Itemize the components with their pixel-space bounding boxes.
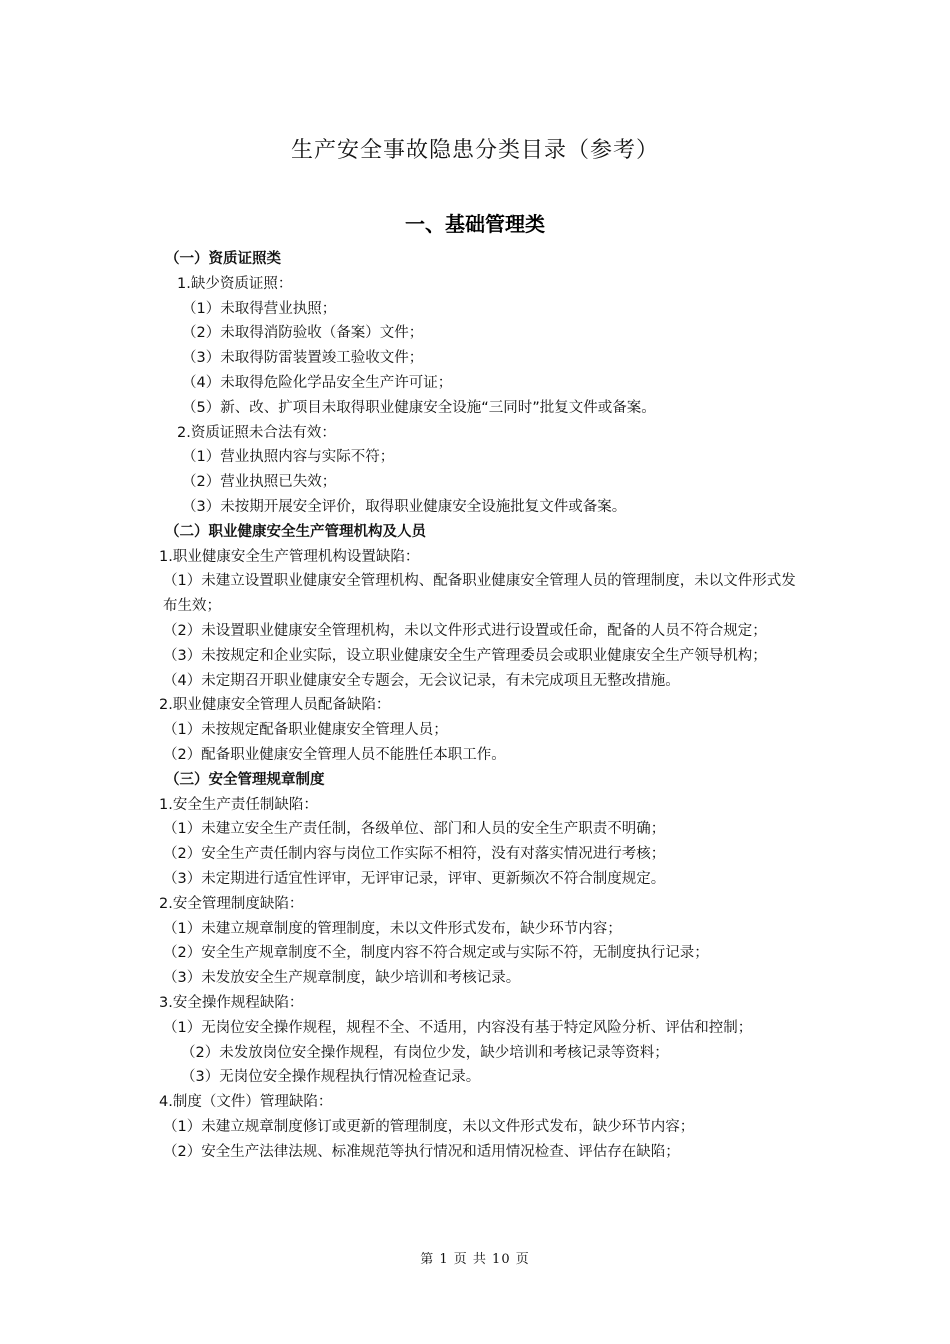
item-heading: 3.安全操作规程缺陷： [159, 994, 304, 1011]
list-item: （4）未取得危险化学品安全生产许可证； [182, 374, 453, 391]
item-heading: 2.资质证照未合法有效： [177, 424, 336, 441]
item-heading: 2.安全管理制度缺陷： [159, 895, 304, 912]
list-item: （1）营业执照内容与实际不符； [182, 449, 395, 466]
page-footer: 第 1 页 共 10 页 [420, 1252, 530, 1267]
list-item: （1）未建立规章制度的管理制度，未以文件形式发布，缺少环节内容； [163, 920, 622, 937]
list-item: （5）新、改、扩项目未取得职业健康安全设施“三同时”批复文件或备案。 [182, 399, 656, 416]
list-item: （2）安全生产法律法规、标准规范等执行情况和适用情况检查、评估存在缺陷； [163, 1143, 680, 1160]
item-heading: 1.安全生产责任制缺陷： [159, 796, 318, 813]
item-heading: 4.制度（文件）管理缺陷： [159, 1094, 333, 1111]
list-item: （3）未定期进行适宜性评审，无评审记录，评审、更新频次不符合制度规定。 [163, 870, 666, 887]
list-item: （1）无岗位安全操作规程，规程不全、不适用，内容没有基于特定风险分析、评估和控制； [163, 1019, 753, 1036]
list-item: （2）营业执照已失效； [182, 474, 337, 491]
list-item: （2）未取得消防验收（备案）文件； [182, 325, 424, 342]
list-item: （3）未按规定和企业实际，设立职业健康安全生产管理委员会或职业健康安全生产领导机构； [163, 647, 767, 664]
list-item: （2）安全生产规章制度不全，制度内容不符合规定或与实际不符，无制度执行记录； [163, 945, 709, 962]
document-body [145, 247, 810, 1164]
list-item: （1）未建立规章制度修订或更新的管理制度，未以文件形式发布，缺少环节内容； [163, 1118, 695, 1135]
subsection-heading: （三）安全管理规章制度 [165, 771, 325, 788]
list-item: （1）未建立安全生产责任制，各级单位、部门和人员的安全生产职责不明确； [163, 821, 666, 838]
list-item: （2）配备职业健康安全管理人员不能胜任本职工作。 [163, 746, 506, 763]
item-heading: 1.缺少资质证照： [177, 275, 293, 292]
subsection-heading: （二）职业健康安全生产管理机构及人员 [165, 523, 426, 540]
subsection-heading: （一）资质证照类 [165, 251, 281, 267]
list-item: （2）未设置职业健康安全管理机构，未以文件形式进行设置或任命，配备的人员不符合规定； [163, 622, 767, 639]
list-item: （3）无岗位安全操作规程执行情况检查记录。 [181, 1069, 481, 1086]
list-item: （3）未取得防雷装置竣工验收文件； [182, 350, 424, 367]
item-heading: 2.职业健康安全管理人员配备缺陷： [159, 697, 391, 714]
item-heading: 1.职业健康安全生产管理机构设置缺陷： [159, 548, 420, 565]
list-item: （3）未按期开展安全评价，取得职业健康安全设施批复文件或备案。 [182, 498, 627, 515]
list-item: （4）未定期召开职业健康安全专题会，无会议记录，有未完成项且无整改措施。 [163, 672, 680, 689]
list-item: （1）未取得营业执照； [182, 300, 337, 317]
list-item: （2）安全生产责任制内容与岗位工作实际不相符，没有对落实情况进行考核； [163, 846, 666, 863]
list-item: （2）未发放岗位安全操作规程，有岗位少发，缺少培训和考核记录等资料； [181, 1044, 669, 1061]
section-title: 一、基础管理类 [405, 212, 545, 236]
list-item: （1）未建立设置职业健康安全管理机构、配备职业健康安全管理人员的管理制度，未以文件形式发布生效； [163, 573, 796, 615]
list-item: （1）未按规定配备职业健康安全管理人员； [163, 722, 448, 739]
document-title: 生产安全事故隐患分类目录（参考） [290, 138, 659, 163]
list-item: （3）未发放安全生产规章制度，缺少培训和考核记录。 [163, 970, 521, 987]
